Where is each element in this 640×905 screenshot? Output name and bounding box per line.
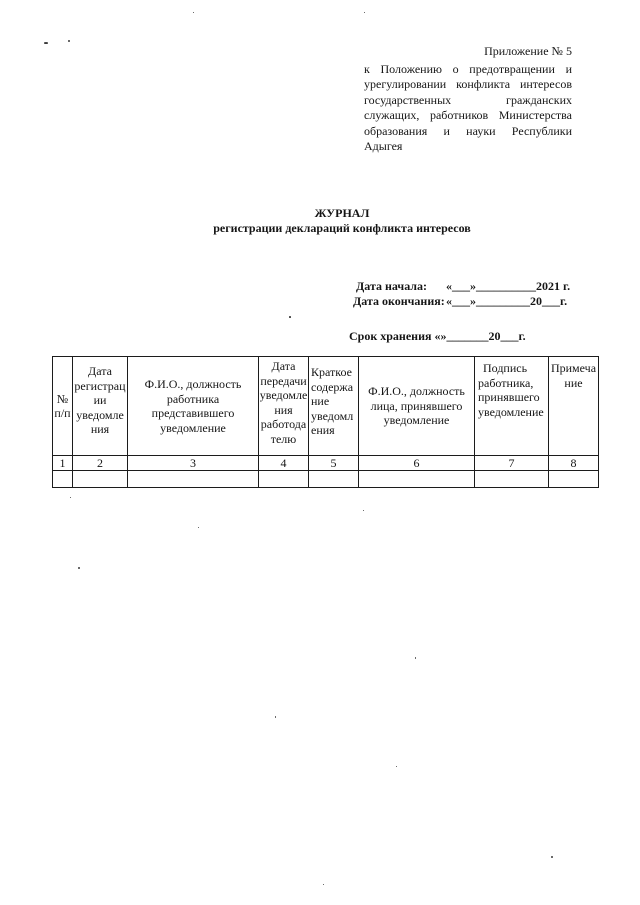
journal-heading [100,206,584,236]
scan-speck [70,497,71,498]
scan-speck [78,567,80,569]
empty-cell [128,471,259,488]
appendix-line: образования и науки Республики [364,123,572,138]
column-number-cell: 8 [549,456,599,471]
column-number-cell: 5 [309,456,359,471]
empty-cell [259,471,309,488]
retention-label: Срок хранения [349,329,432,343]
header-row [53,357,599,456]
journal-subtitle: регистрации деклараций конфликта интересов [213,221,471,235]
empty-row [53,471,599,488]
scan-speck [415,657,416,659]
scan-speck [193,12,194,13]
header-recipient-signature: Подпись работника, принявшего уведомление [475,357,549,456]
appendix-text [364,62,572,154]
start-date-value: «___»__________2021 г. [446,279,571,293]
empty-cell [359,471,475,488]
scan-speck [68,40,70,42]
column-number-cell: 6 [359,456,475,471]
start-date-label: Дата начала: [356,279,428,293]
journal-title: ЖУРНАЛ [314,206,370,220]
appendix-line: к Положению о предотвращении и [364,62,572,76]
empty-cell [475,471,549,488]
retention-line [349,329,526,344]
column-number-cell: 1 [53,456,73,471]
scan-speck [198,527,199,528]
appendix-line: Адыгея [364,139,403,154]
appendix-line: урегулировании конфликта интересов [364,77,572,92]
empty-cell [73,471,128,488]
scan-speck [289,316,291,318]
empty-cell [53,471,73,488]
column-numbers-row [53,456,599,471]
header-notes: Примеча ние [549,357,599,456]
header-registration-date: Дата регистрац ии уведомле ния [73,357,128,456]
scan-speck [396,766,397,767]
appendix-line: государственных гражданских [364,92,572,107]
column-number-cell: 7 [475,456,549,471]
header-recipient-name-position: Ф.И.О., должность лица, принявшего уведомление [359,357,475,456]
scan-speck [551,856,553,858]
column-number-cell: 4 [259,456,309,471]
appendix-title: Приложение № 5 [484,44,572,58]
end-date-label: Дата окончания: [353,294,445,308]
scan-speck [275,716,276,718]
header-transfer-date: Дата передачи уведомле ния работода телю [259,357,309,456]
column-number-cell: 2 [73,456,128,471]
scan-speck [44,42,48,44]
scan-speck [323,884,324,885]
scan-speck [364,12,365,13]
header-summary: Краткое содержа ние уведомл ения [309,357,359,456]
column-number-cell: 3 [128,456,259,471]
empty-cell [309,471,359,488]
header-number: № п/п [53,357,73,456]
header-employee-name-position: Ф.И.О., должность работника представившего уведомление [128,357,259,456]
retention-value: «»_______20___г. [434,329,526,343]
end-date-value: «___»_________20___г. [446,294,568,308]
journal-table [52,356,599,488]
empty-cell [549,471,599,488]
appendix-line: служащих, работников Министерства [364,108,572,123]
scan-speck [363,510,364,511]
